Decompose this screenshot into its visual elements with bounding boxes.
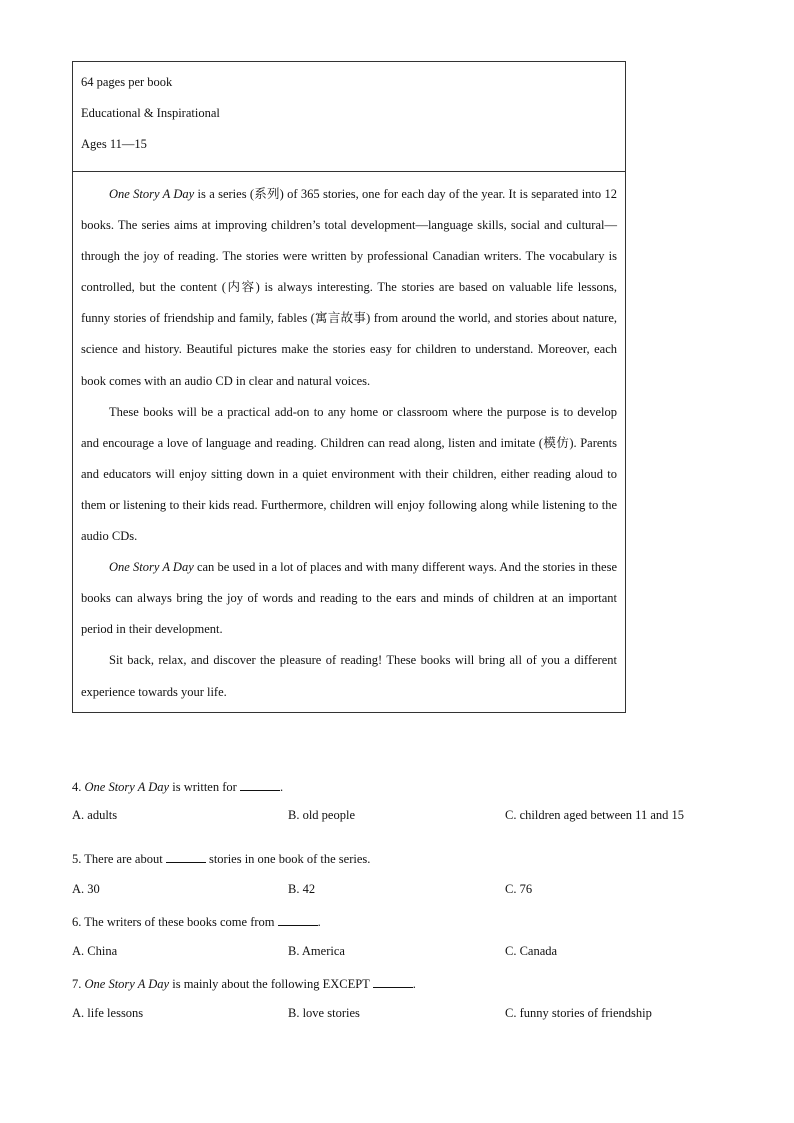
question-number: 6. xyxy=(72,915,82,929)
option-6b[interactable]: B. America xyxy=(288,944,345,958)
option-6a[interactable]: A. China xyxy=(72,944,118,958)
option-6c[interactable]: C. Canada xyxy=(505,944,558,958)
question-4: 4. One Story A Day is written for . xyxy=(72,780,284,794)
book-title: One Story A Day xyxy=(109,187,195,201)
answer-blank xyxy=(278,913,318,926)
option-4a[interactable]: A. adults xyxy=(72,808,118,822)
book-title: One Story A Day xyxy=(109,560,194,575)
paragraph-2: These books will be a practical add-on to any home or classroom where the purpose is to develop and encourage a love of language and reading. Children can read along, listen and imitate (模仿). Parents and educators will enjoy sitting down in a quiet environment with their children, either reading aloud to them or listening to their kids read. Furthermore, children will enjoy following along while listening to the audio CDs. xyxy=(81,404,617,544)
option-7a[interactable]: A. life lessons xyxy=(72,1006,144,1020)
answer-blank xyxy=(240,778,280,791)
paragraph-4: Sit back, relax, and discover the pleasure of reading! These books will bring all of you a different experience towards your life. xyxy=(81,653,617,699)
question-5 xyxy=(72,850,370,867)
option-5b[interactable]: B. 42 xyxy=(288,882,316,896)
passage-body xyxy=(73,172,625,712)
question-number: 5. xyxy=(72,852,82,866)
question-title: One Story A Day xyxy=(84,780,170,794)
type-info: Educational & Inspirational xyxy=(81,106,220,120)
question-6: 6. The writers of these books come from . xyxy=(72,915,321,929)
question-number: 4. xyxy=(72,780,82,794)
option-7b[interactable]: B. love stories xyxy=(288,1006,360,1020)
option-5a[interactable]: A. 30 xyxy=(72,882,100,896)
question-7: 7. One Story A Day is mainly about the following EXCEPT . xyxy=(72,977,416,991)
passage-box xyxy=(72,61,626,713)
question-title: One Story A Day xyxy=(84,977,170,991)
book-info xyxy=(73,62,625,172)
option-4c[interactable]: C. children aged between 11 and 15 xyxy=(505,808,684,822)
answer-blank xyxy=(166,850,206,863)
option-4b[interactable]: B. old people xyxy=(288,808,356,822)
question-text-end: stories in one book of the series. xyxy=(205,852,371,866)
question-text: There are about xyxy=(81,852,166,866)
option-5c[interactable]: C. 76 xyxy=(505,882,533,896)
paragraph-1-text: is a series (系列) of 365 stories, one for each day of the year. It is separated into 12 books. The series aims at improving children’s total development—language skills, social and cultural—through the joy of reading. The stories were written by professional Canadian writers. The vocabulary is controlled, but the content (内容) is always interesting. The stories are based on valuable life lessons, funny stories of friendship and family, fables (寓言故事) from around the world, and stories about nature, science and history. Beautiful pictures make the stories easy for children to understand. Moreover, each book comes with an audio CD in clear and natural voices. xyxy=(81,187,617,388)
paragraph-3-text: can be used in a lot of places and with many different ways. And the stories in these books can always bring the joy of words and reading to the ears and minds of children at an important period in their development. xyxy=(81,560,617,637)
question-number: 7. xyxy=(72,977,82,991)
paragraph-1 xyxy=(81,179,617,397)
question-text: is mainly about the following EXCEPT xyxy=(169,977,373,991)
option-7c[interactable]: C. funny stories of friendship xyxy=(505,1006,652,1020)
ages-info: Ages 11—15 xyxy=(81,137,147,151)
paragraph-3 xyxy=(81,552,617,645)
question-text: is written for xyxy=(169,780,240,794)
pages-info: 64 pages per book xyxy=(81,75,173,89)
question-text: The writers of these books come from xyxy=(81,915,278,929)
answer-blank xyxy=(373,975,413,988)
